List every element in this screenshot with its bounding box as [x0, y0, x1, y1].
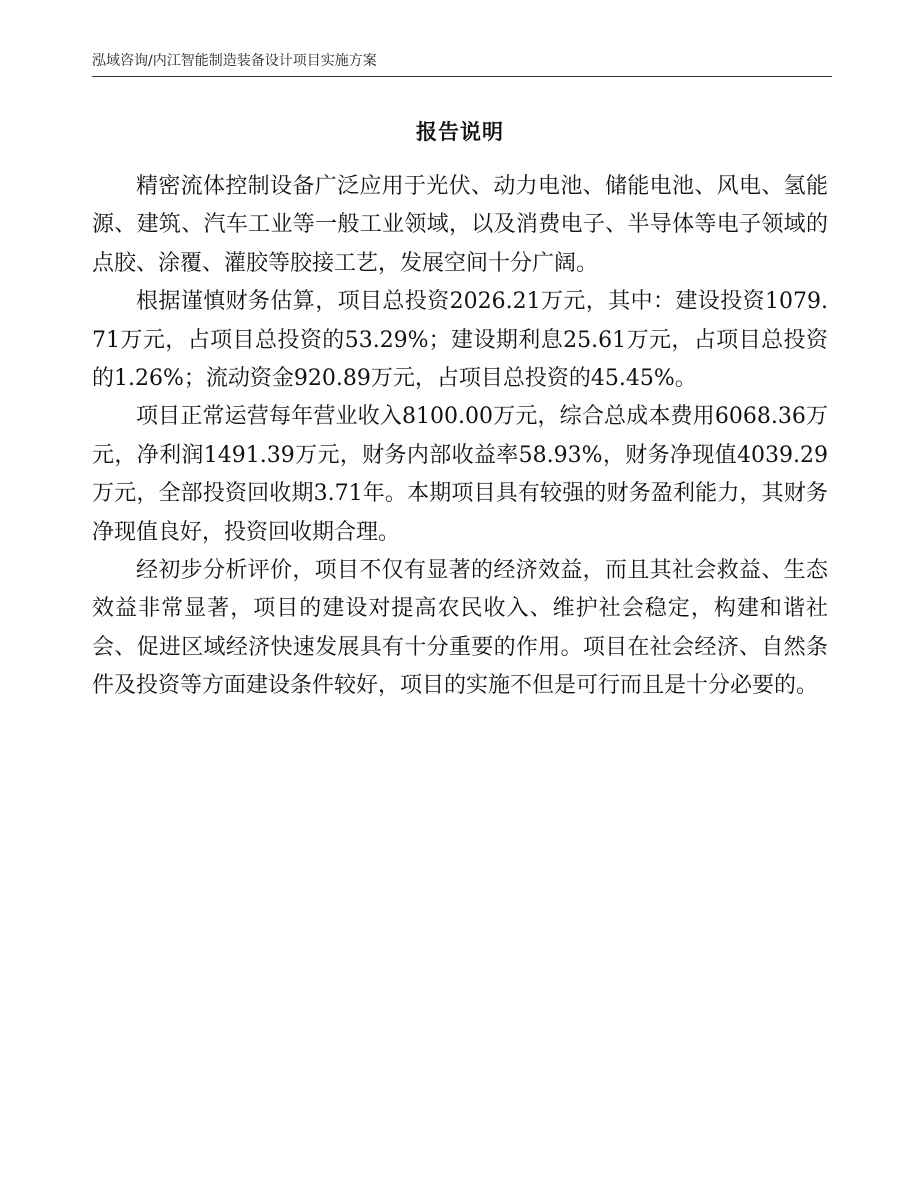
paragraph-evaluation: 经初步分析评价，项目不仅有显著的经济效益，而且其社会救益、生态效益非常显著，项目的建设对提高农民收入、维护社会稳定，构建和谐社会、促进区域经济快速发展具有十分重要的作用。项目在社会经济、自然条件及投资等方面建设条件较好，项目的实施不但是可行而且是十分必要的。	[92, 558, 828, 699]
paragraph-investment: 根据谨慎财务估算，项目总投资2026.21万元，其中：建设投资1079.71万元，占项目总投资的53.29%；建设期利息25.61万元，占项目总投资的1.26%；流动资金920.89万元，占项目总投资的45.45%。	[92, 289, 828, 392]
page-title: 报告说明	[416, 120, 504, 144]
paragraph-financial: 项目正常运营每年营业收入8100.00万元，综合总成本费用6068.36万元，净利润1491.39万元，财务内部收益率58.93%，财务净现值4039.29万元，全部投资回收期3.71年。本期项目具有较强的财务盈利能力，其财务净现值良好，投资回收期合理。	[92, 404, 828, 545]
paragraph-intro: 精密流体控制设备广泛应用于光伏、动力电池、储能电池、风电、氢能源、建筑、汽车工业等一般工业领域，以及消费电子、半导体等电子领域的点胶、涂覆、灌胶等胶接工艺，发展空间十分广阔。	[92, 174, 828, 276]
running-header-title: 泓域咨询/内江智能制造装备设计项目实施方案	[92, 53, 377, 69]
running-header	[92, 50, 832, 77]
document-body	[92, 168, 828, 706]
